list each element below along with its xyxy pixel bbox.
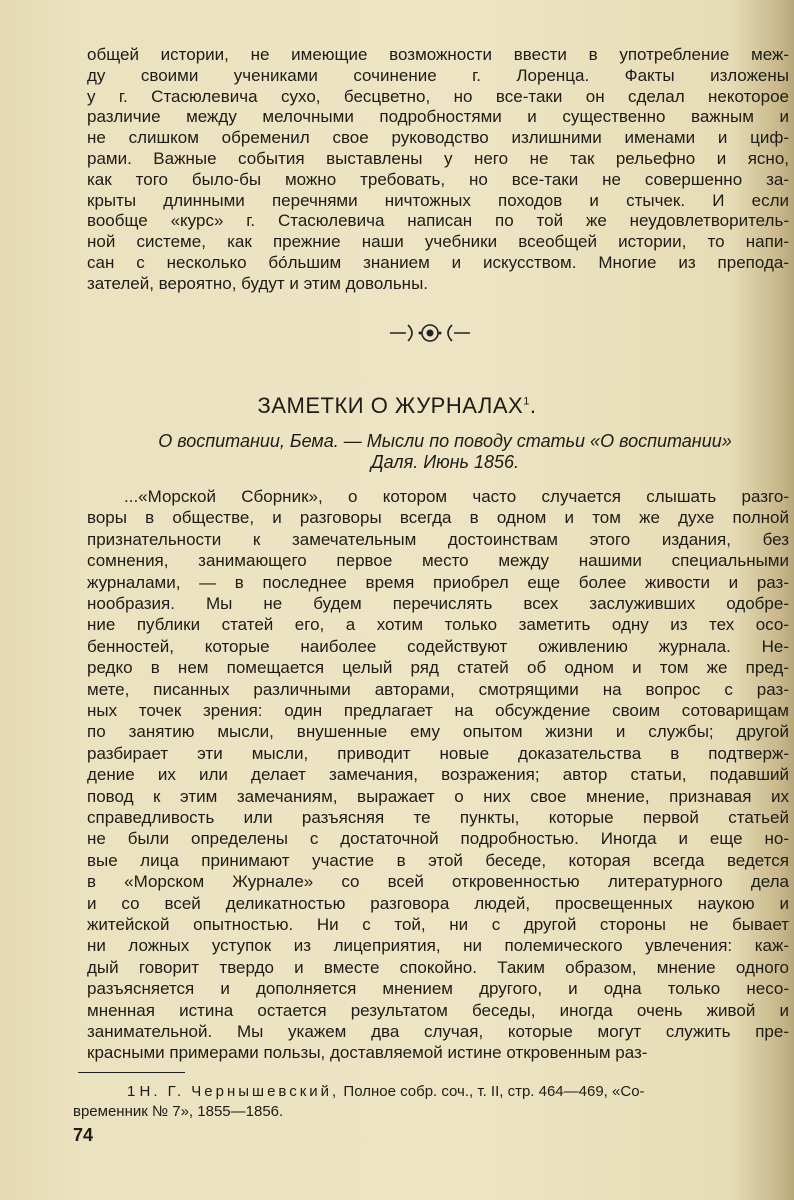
text-line: общей истории, не имеющие возможности ввести в употребление меж- — [87, 45, 789, 64]
footnote — [127, 1082, 645, 1102]
footnote-author: Н. Г. Чернышевский, — [139, 1083, 340, 1100]
text-line: как того было-бы можно требовать, но все-таки не совершенно за- — [87, 169, 789, 189]
text-line: журналами, — в последнее время приобрел еще более живости и раз- — [87, 572, 789, 592]
text-line: редко в нем помещается целый ряд статей об одном и том же пред- — [87, 658, 789, 678]
text-line: рами. Важные события выставлены у него не так рельефно и ясно, — [87, 149, 789, 168]
text-line: сан с несколько бóльшим знанием и искусством. Многие из препода- — [87, 253, 789, 272]
text-line: воры в обществе, и разговоры всегда в одном и том же духе полной — [87, 508, 789, 528]
footnote-marker: 1 — [127, 1083, 136, 1100]
text-line: разъясняется и дополняется мнением другого, и одна только несо- — [87, 979, 789, 999]
footnote-text: Полное собр. соч., т. II, стр. 464—469, «Со- — [343, 1083, 645, 1100]
text-line: вообще «курс» г. Стасюлевича написан по той же неудовлетворитель- — [87, 211, 789, 231]
text-line: дение их или делает замечания, возражения; автор статьи, подавший — [87, 765, 789, 785]
text-line: вые лица принимают участие в этой беседе, которая всегда ведется — [87, 850, 789, 870]
text-line: повод к этим замечаниям, выражает о них свое мнение, признавая их — [87, 786, 789, 806]
footnote-ref[interactable]: 1 — [523, 395, 530, 408]
text-line: нообразия. Мы не будем перечислять всех заслуживших одобре- — [87, 594, 789, 613]
text-line: ни ложных уступок из лицеприятия, ни полемического увлечения: каж- — [87, 936, 789, 956]
text-line: житейской опытностью. Ни с той, ни с другой стороны не бывает — [87, 915, 789, 934]
text-line: по занятию мысли, внушенные ему опытом жизни и службы; другой — [87, 722, 789, 742]
text-line: мненная истина остается результатом беседы, иногда очень живой и — [87, 1000, 789, 1020]
page-number: 74 — [73, 1125, 94, 1145]
section-title: ЗАМЕТКИ О ЖУРНАЛАХ$^1$. — [257, 393, 537, 418]
section-subtitle: О воспитании, Бема. — Мысли по поводу статьи «О воспитании» — [158, 431, 732, 451]
footnote-line-2: временник № 7», 1855—1856. — [73, 1103, 284, 1120]
text-line: бенностей, которые наиболее содействуют оживлению журнала. Не- — [87, 636, 789, 656]
text-line: занимательной. Мы укажем два случая, которые могут служить пре- — [87, 1022, 789, 1041]
text-line: ных точек зрения: один предлагает на обсуждение своим сотоварищам — [87, 701, 789, 720]
ornament-divider-icon — [390, 321, 470, 345]
footnote-divider — [78, 1072, 185, 1073]
text-line: зателей, вероятно, будут и этим довольны. — [87, 273, 429, 293]
text-line: у г. Стасюлевича сухо, бесцветно, но все-таки он сделал некоторое — [87, 86, 789, 106]
text-line: дый говорит твердо и вместе спокойно. Таким образом, мнение одного — [87, 957, 789, 977]
text-line: ной системе, как прежние наши учебники всеобщей истории, то напи- — [87, 232, 789, 252]
text-line: в «Морском Журнале» со всей откровенностью литературного дела — [87, 872, 789, 892]
text-line: и со всей деликатностью разговора людей, просвещенных наукою и — [87, 893, 789, 913]
text-line: справедливость или разъясняя те пункты, которые первой статьей — [87, 808, 789, 827]
text-line: признательности к замечательным достоинствам этого издания, без — [87, 529, 789, 549]
text-line: не были определены с достаточной подробностью. Иногда и еще но- — [87, 829, 789, 849]
text-line: различие между мелочными подробностями и существенно важным и — [87, 107, 789, 127]
text-line: ние публики статей его, а хотим только заметить одну из тех осо- — [87, 615, 789, 635]
text-line: крыты длинными перечнями ничтожных походов и стычек. И если — [87, 190, 789, 210]
text-line: красными примерами пользы, доставляемой истине откровенным раз- — [87, 1043, 648, 1063]
text-line: сомнения, занимающего первое место между нашими специальными — [87, 551, 789, 571]
text-line: ду своими учениками сочинение г. Лоренца. Факты изложены — [87, 65, 789, 85]
text-line: мете, писанных различными авторами, смотрящими на вопрос с раз- — [87, 679, 789, 699]
text-line: не слишком обременил свое руководство излишними именами и циф- — [87, 128, 789, 148]
text-line: разбирает эти мысли, приводит новые доказательства в подтверж- — [87, 743, 789, 763]
text-line: ...«Морской Сборник», о котором часто случается слышать разго- — [124, 487, 789, 506]
section-subtitle-date: Даля. Июнь 1856. — [370, 452, 520, 472]
